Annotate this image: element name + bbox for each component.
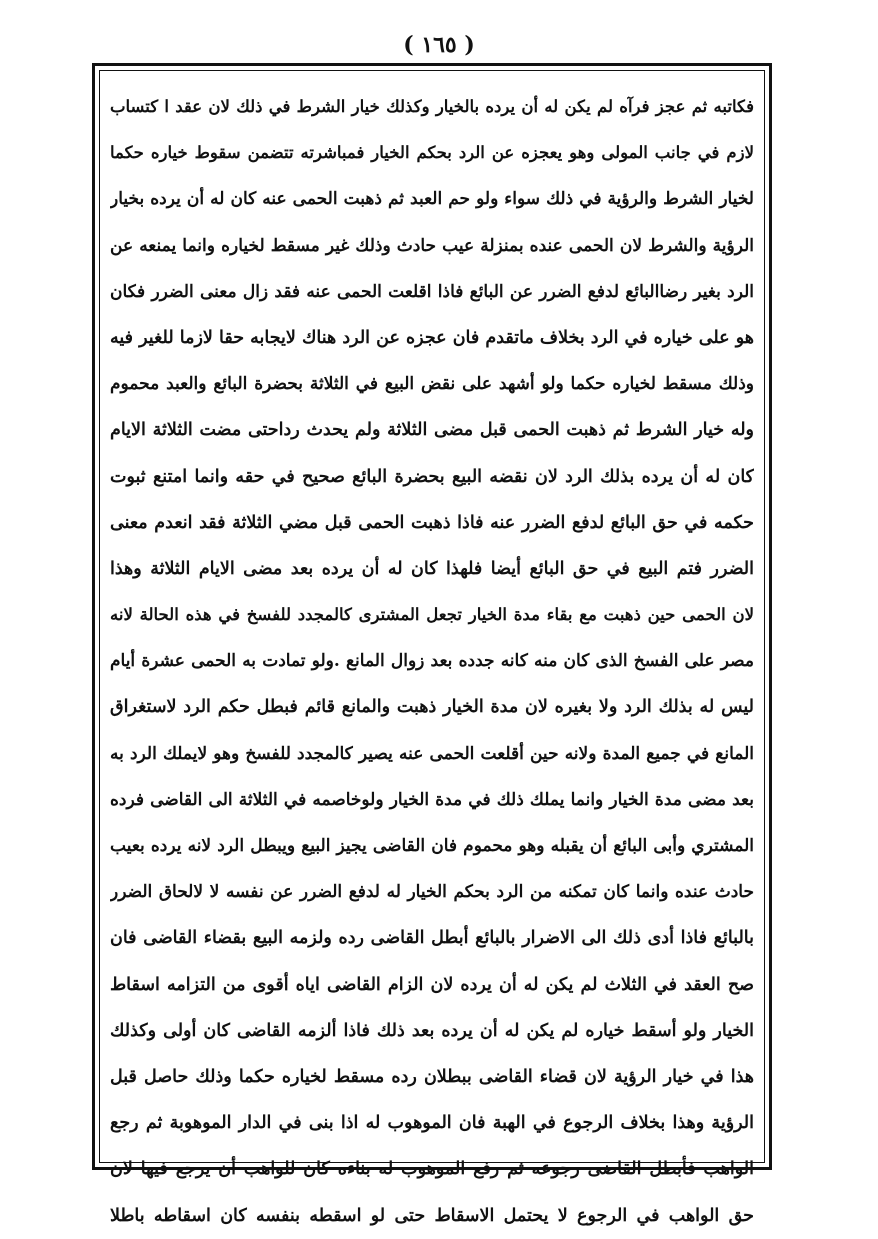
text-line: لان الحمى حين ذهبت مع بقاء مدة الخيار تجعل المشترى كالمجدد للفسخ في هذه الحالة لانه: [110, 605, 754, 625]
text-line: هو على خياره في الرد بخلاف ماتقدم فان عجزه عن الرد هناك لايجابه حقا لازما للغير فيه: [110, 327, 754, 348]
text-body: [110, 84, 754, 1226]
text-line: الرد بغير رضاالبائع لدفع الضرر عن البائع فاذا اقلعت الحمى عنه فقد زال معنى الضرر فكان: [110, 281, 754, 302]
text-line: الرؤية وهذا بخلاف الرجوع في الهبة فان الموهوب له اذا بنى في الدار الموهوبة ثم رجع: [110, 1113, 754, 1134]
page-border-inner: [99, 70, 765, 1226]
text-line: حكمه في حق البائع لدفع الضرر عنه فاذا ذهبت الحمى قبل مضي الثلاثة فقد انعدم معنى: [110, 512, 754, 533]
text-line: المشتري وأبى البائع أن يقبله وهو محموم فان القاضى يجيز البيع ويبطل الرد لانه يرده بعيب: [110, 836, 754, 856]
text-line: الضرر فتم البيع في حق البائع أيضا فلهذا كان له أن يرده بعد مضى الايام الثلاثة وهذا: [110, 558, 754, 579]
page-border: [92, 63, 772, 1226]
text-line: المانع في جميع المدة ولانه حين أقلعت الحمى عنه يصير كالمجدد للفسخ وهو لايملك الرد به: [110, 743, 754, 764]
text-line: هذا في خيار الرؤية لان قضاء القاضى ببطلان رده مسقط لخياره حكما وذلك حاصل قبل: [110, 1066, 754, 1087]
text-line: لازم في جانب المولى وهو يعجزه عن الرد بحكم الخيار فمباشرته تتضمن سقوط خياره حكما: [110, 143, 754, 163]
text-line: بعد مضى مدة الخيار وانما يملك ذلك في مدة الخيار ولوخاصمه في الثلاثة الى القاضى فرده: [110, 789, 754, 810]
text-line: فكاتبه ثم عجز فرآه لم يكن له أن يرده بالخيار وكذلك خيار الشرط في ذلك لان عقد ا كتساب: [110, 97, 754, 116]
text-line: وذلك مسقط لخياره حكما ولو أشهد على نقض البيع في الثلاثة بحضرة البائع والعبد محموم: [110, 374, 754, 395]
text-line: الخيار ولو أسقط خياره لم يكن له أن يرده بعد ذلك فاذا ألزمه القاضى كان أولى وكذلك: [110, 1020, 754, 1041]
text-line: بالبائع فاذا أدى ذلك الى الاضرار بالبائع أبطل القاضى رده ولزمه البيع بقضاء القاضى فان: [110, 928, 754, 949]
text-line: حق الواهب في الرجوع لا يحتمل الاسقاط حتى لو اسقطه بنفسه كان اسقاطه باطلا: [110, 1205, 754, 1226]
text-line: كان له أن يرده بذلك الرد لان نقضه البيع بحضرة البائع صحيح في حقه وانما امتنع ثبوت: [110, 466, 754, 487]
text-line: لخيار الشرط والرؤية في ذلك سواء ولو حم العبد ثم ذهبت الحمى عنه كان له أن يرده بخيار: [110, 189, 754, 210]
text-line: ليس له بذلك الرد ولا بغيره لان مدة الخيار ذهبت والمانع قائم فبطل حكم الرد لاستغراق: [110, 697, 754, 718]
text-line: حادث عنده وانما كان تمكنه من الرد بحكم الخيار له لدفع الضرر عن نفسه لا لالحاق الضرر: [110, 882, 754, 903]
text-line: الواهب فأبطل القاضى رجوعه ثم رفع الموهوب له بناءه كان للواهب أن يرجع فيها لان: [110, 1159, 754, 1180]
text-line: وله خيار الشرط ثم ذهبت الحمى قبل مضى الثلاثة ولم يحدث رداحتى مضت الثلاثة الايام: [110, 420, 754, 441]
text-line: الرؤية والشرط لان الحمى عنده بمنزلة عيب حادث وذلك غير مسقط لخياره وانما يمنعه عن: [110, 235, 754, 256]
text-line: صح العقد في الثلاث لم يكن له أن يرده لان الزام القاضى اياه أقوى من التزامه اسقاط: [110, 974, 754, 995]
page-number: ( ١٦٥ ): [403, 32, 475, 58]
text-line: مصر على الفسخ الذى كان منه كانه جدده بعد زوال المانع .ولو تمادت به الحمى عشرة أيام: [110, 651, 754, 672]
